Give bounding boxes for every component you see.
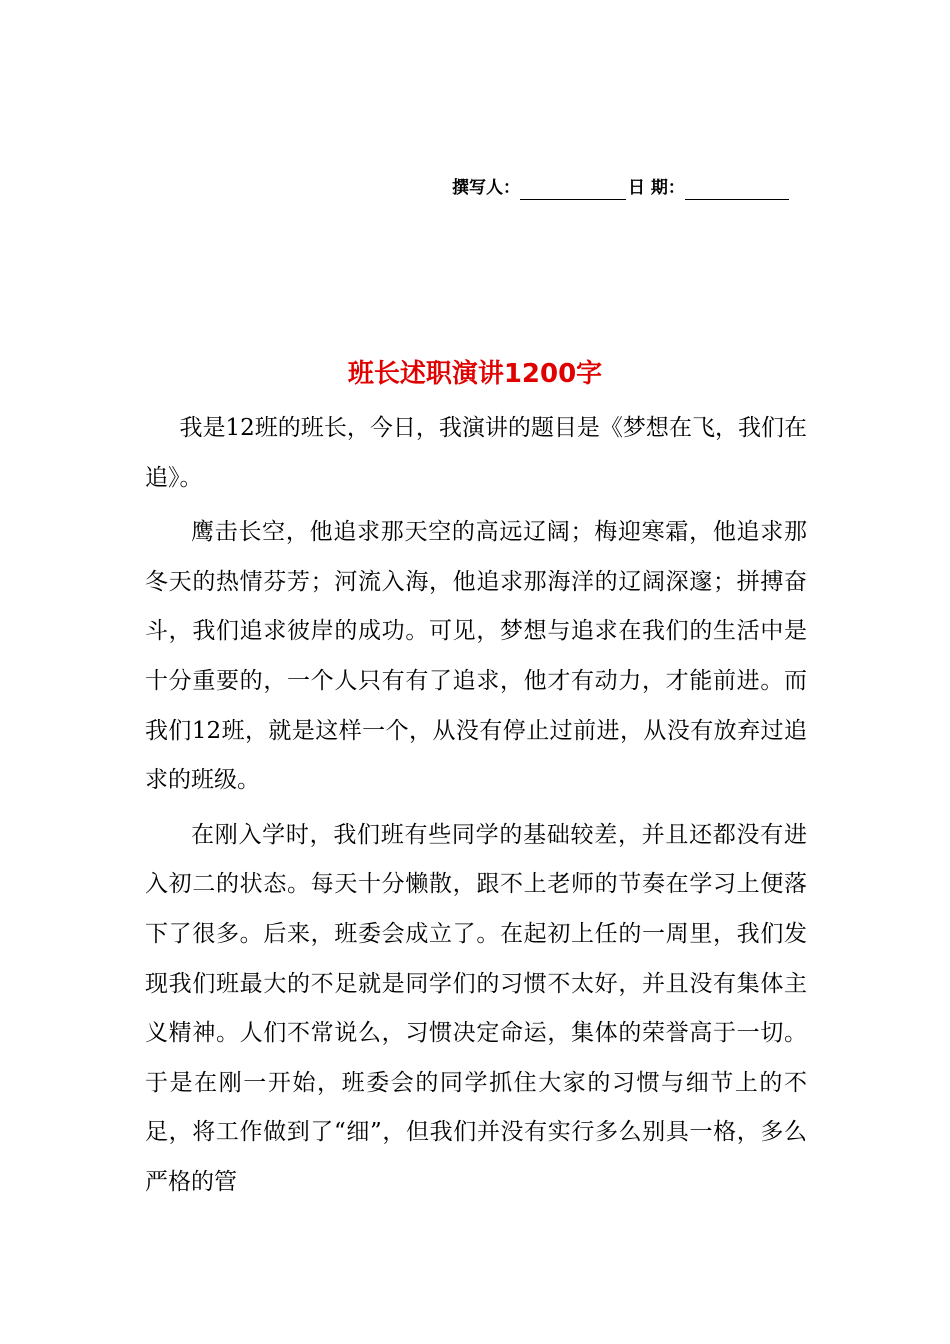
author-label: 撰写人： <box>452 178 520 198</box>
header-fields <box>452 176 812 200</box>
paragraph-3: 在刚入学时，我们班有些同学的基础较差，并且还都没有进入初二的状态。每天十分懒散，跟不上老师的节奏在学习上便落下了很多。后来，班委会成立了。在起初上任的一周里，我们发现我们班最大的不足就是同学们的习惯不太好，并且没有集体主义精神。人们不常说么，习惯决定命运，集体的荣誉高于一切。于是在刚一开始，班委会的同学抓住大家的习惯与细节上的不足，将工作做到了“细”，但我们并没有实行多么别具一格，多么严格的管 <box>145 821 807 1195</box>
document-title: 班长述职演讲1200字 <box>347 359 603 389</box>
paragraph-1: 我是12班的班长，今日，我演讲的题目是《梦想在飞，我们在追》。 <box>145 415 807 491</box>
document-body <box>145 404 807 1213</box>
date-label: 日 期： <box>628 178 685 198</box>
author-blank <box>520 181 626 200</box>
date-blank <box>685 181 789 200</box>
paragraph-2: 鹰击长空，他追求那天空的高远辽阔；梅迎寒霜，他追求那冬天的热情芬芳；河流入海，他追求那海洋的辽阔深邃；拼搏奋斗，我们追求彼岸的成功。可见，梦想与追求在我们的生活中是十分重要的，一个人只有有了追求，他才有动力，才能前进。而我们12班，就是这样一个，从没有停止过前进，从没有放弃过追求的班级。 <box>145 519 807 794</box>
